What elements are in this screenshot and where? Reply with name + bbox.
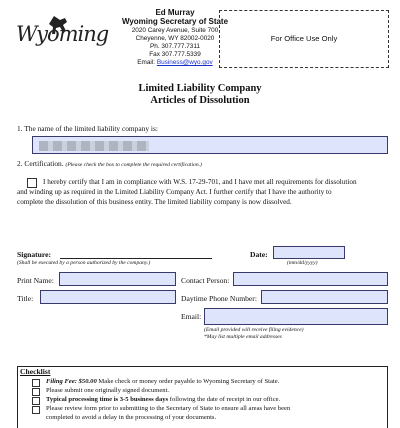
- date-input[interactable]: [273, 246, 345, 259]
- form-title-line-2: Articles of Dissolution: [150, 95, 250, 106]
- daytime-phone-input[interactable]: [261, 290, 388, 304]
- address-line-1: 2020 Carey Avenue, Suite 700: [131, 27, 219, 34]
- wyoming-logo: [14, 12, 109, 52]
- filing-fee-text: Make check or money order payable to Wyoming Secretary of State.: [96, 378, 280, 385]
- email-label: Email:: [137, 59, 156, 66]
- address-line-2: Cheyenne, WY 82002-0020: [135, 35, 215, 42]
- email-hint-1: (Email provided will receive filing evidence): [204, 327, 304, 333]
- email-field-label: Email:: [181, 312, 202, 321]
- original-doc-checkbox[interactable]: [32, 388, 40, 396]
- certification-label: [17, 159, 202, 168]
- print-name-input[interactable]: [59, 272, 176, 286]
- checklist-item-review-cont: completed to avoid a delay in the processing of your documents.: [46, 414, 217, 421]
- daytime-phone-label: Daytime Phone Number:: [181, 294, 257, 303]
- date-label: Date:: [250, 250, 268, 259]
- date-hint: (mm/dd/yyyy): [287, 260, 318, 266]
- form-title-line-1: Limited Liability Company: [138, 83, 262, 94]
- logo-text: Wyoming: [16, 22, 109, 46]
- title-label: Title:: [17, 294, 34, 303]
- certification-text-3: complete the dissolution of this business entity. The limited liability company is now dissolved.: [17, 198, 292, 206]
- office-name: Wyoming Secretary of State: [121, 17, 229, 26]
- processing-checkbox[interactable]: [32, 397, 40, 405]
- filing-fee-checkbox[interactable]: [32, 379, 40, 387]
- office-use-label: For Office Use Only: [270, 34, 338, 43]
- redacted-name: [39, 141, 149, 151]
- signature-hint: (Shall be executed by a person authorized by the company.): [17, 260, 151, 266]
- fax-number: Fax 307.777.5339: [149, 51, 201, 58]
- checklist-heading: Checklist: [20, 367, 51, 376]
- original-doc-text: Please submit one originally signed document.: [46, 387, 170, 394]
- contact-person-input[interactable]: [233, 272, 388, 286]
- certification-checkbox[interactable]: [27, 178, 37, 188]
- review-text: Please review form prior to submitting to the Secretary of State to ensure all areas have been: [46, 405, 291, 412]
- print-name-label: Print Name:: [17, 276, 54, 285]
- signature-line[interactable]: [60, 258, 212, 259]
- certification-hint: (Please check the box to complete the required certification.): [65, 162, 202, 168]
- certification-text-2: and winding up as required in the Limited Liability Company Act. I further certify that I have the authority to: [17, 188, 332, 196]
- certification-title: 2. Certification.: [17, 159, 64, 168]
- official-name: Ed Murray: [155, 8, 195, 17]
- processing-bold: Typical processing time is 3-5 business days: [46, 396, 169, 403]
- email-link[interactable]: Business@wyo.gov: [156, 59, 213, 66]
- processing-text: following the date of receipt in our office.: [168, 396, 281, 403]
- contact-person-label: Contact Person:: [181, 276, 230, 285]
- title-input[interactable]: [40, 290, 176, 304]
- email-field[interactable]: [204, 308, 388, 325]
- signature-label: Signature:: [17, 250, 52, 259]
- llc-name-input[interactable]: [32, 136, 388, 154]
- certification-text-1: I hereby certify that I am in compliance with W.S. 17-29-701, and I have met all requirements for dissolution: [43, 178, 357, 186]
- office-use-box: [219, 10, 389, 68]
- llc-name-label: 1. The name of the limited liability company is:: [17, 124, 158, 133]
- filing-fee-bold: Filing Fee: $50.00: [46, 378, 97, 385]
- review-checkbox[interactable]: [32, 406, 40, 414]
- phone-number: Ph. 307.777.7311: [150, 43, 200, 50]
- email-hint-2: *May list multiple email addresses: [204, 334, 282, 340]
